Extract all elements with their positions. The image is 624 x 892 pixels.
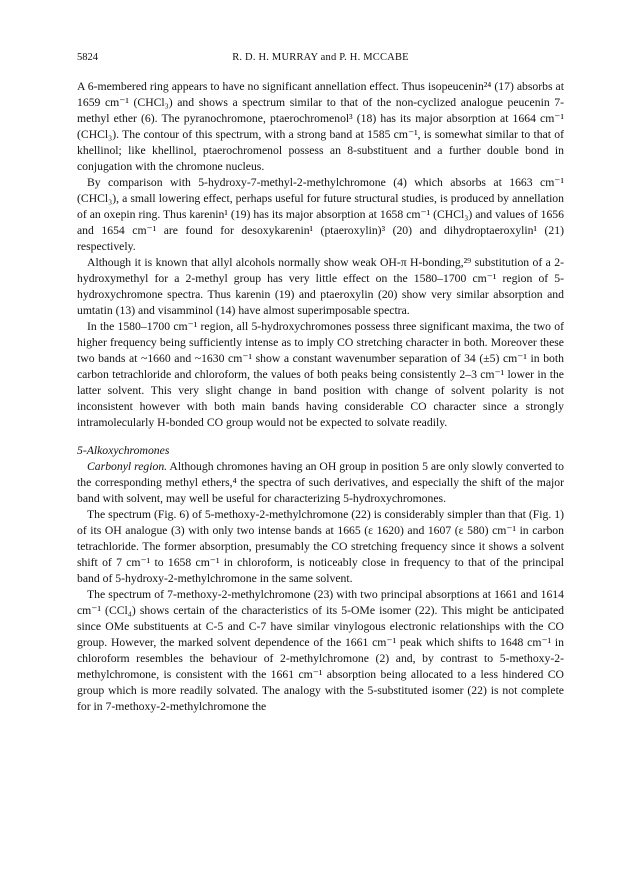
- section-paragraph-1: [77, 459, 564, 507]
- running-head: R. D. H. MURRAY and P. H. MCCABE: [232, 52, 409, 63]
- page-number: 5824: [77, 52, 98, 63]
- paragraph-4: In the 1580–1700 cm⁻¹ region, all 5-hydroxychromones possess three significant maxima, the two of higher frequency being sufficiently intense as to imply CO stretching character in both. Moreover these two bands at ~1660 and ~1630 cm⁻¹ show a constant wavenumber separation of 34 (±5) cm⁻¹ in both carbon tetrachloride and chloroform, the values of both peaks being consistently 2–3 cm⁻¹ lower in the latter solvent. This very slight change in band position with change of solvent polarity is not inconsistent however with both main bands having considerable CO character since a strongly intramolecularly H-bonded CO group would not be expected to solvate readily.: [77, 320, 564, 429]
- article-body: [77, 79, 564, 715]
- paragraph-3: Although it is known that allyl alcohols normally show weak OH-π H-bonding,²⁹ substitution of a 2-hydroxymethyl for a 2-methyl group has very little effect on the 1580–1700 cm⁻¹ region of 5-hydroxychromone spectra. Thus karenin (19) and ptaeroxylin (20) show very similar absorption and umtatin (13) and visamminol (14) have almost superimposable spectra.: [77, 256, 564, 317]
- section-paragraph-3: The spectrum of 7-methoxy-2-methylchromone (23) with two principal absorptions at 1661 and 1614 cm⁻¹ (CCl₄) shows certain of the characteristics of its 5-OMe isomer (22). This might be anticipated since OMe substituents at C-5 and C-7 have similar vinylogous electronic relationships with the CO group. However, the marked solvent dependence of the 1661 cm⁻¹ peak which shifts to 1648 cm⁻¹ in chloroform resembles the behaviour of 2-methylchromone (2) and, by contrast to 5-methoxy-2-methylchromone, is consistent with the 1661 cm⁻¹ absorption being allocated to a less hindered CO group which is more readily solvated. The analogy with the 5-substituted isomer (22) is not complete for in 7-methoxy-2-methylchromone the: [77, 588, 564, 713]
- subsection-heading: Carbonyl region.: [87, 460, 168, 473]
- paragraph-2: By comparison with 5-hydroxy-7-methyl-2-methylchromone (4) which absorbs at 1663 cm⁻¹ (CHCl₃), a small lowering effect, perhaps useful for future structural studies, is produced by annellation of an oxepin ring. Thus karenin¹ (19) has its major absorption at 1658 cm⁻¹ (CHCl₃) and values of 1656 and 1654 cm⁻¹ are found for desoxykarenin¹ (ptaeroxylin)³ (20) and dihydroptaeroxylin¹ (21) respectively.: [77, 176, 564, 253]
- paragraph-1: A 6-membered ring appears to have no significant annellation effect. Thus isopeucenin²⁴ (17) absorbs at 1659 cm⁻¹ (CHCl₃) and shows a spectrum similar to that of the non-cyclized analogue peucenin 7-methyl ether (6). The pyranochromone, ptaerochromenol³ (18) has its major absorption at 1664 cm⁻¹ (CHCl₃). The contour of this spectrum, with a strong band at 1585 cm⁻¹, is somewhat similar to that of khellinol; like khellinol, ptaerochromenol possess an 8-substituent and a further double bond in conjugation with the chromone nucleus.: [77, 80, 564, 173]
- page-header: [77, 52, 564, 68]
- section-paragraph-2: The spectrum (Fig. 6) of 5-methoxy-2-methylchromone (22) is considerably simpler than that (Fig. 1) of its OH analogue (3) with only two intense bands at 1665 (ε 1620) and 1607 (ε 580) cm⁻¹ in carbon tetrachloride. The former absorption, presumably the CO stretching frequency since it shows a solvent shift of 7 cm⁻¹ to 1658 cm⁻¹ in chloroform, is noticeably close in frequency to that of the principal band of 5-hydroxy-2-methylchromone in the same solvent.: [77, 508, 564, 585]
- section-paragraph-1-text: Although chromones having an OH group in position 5 are only slowly converted to the corresponding methyl ethers,⁴ the spectra of such derivatives, and especially the shift of the major band with solvent, may well be useful for characterizing 5-hydroxychromones.: [77, 460, 565, 505]
- section-heading: 5-Alkoxychromones: [77, 444, 170, 457]
- section-spacer: [77, 431, 564, 443]
